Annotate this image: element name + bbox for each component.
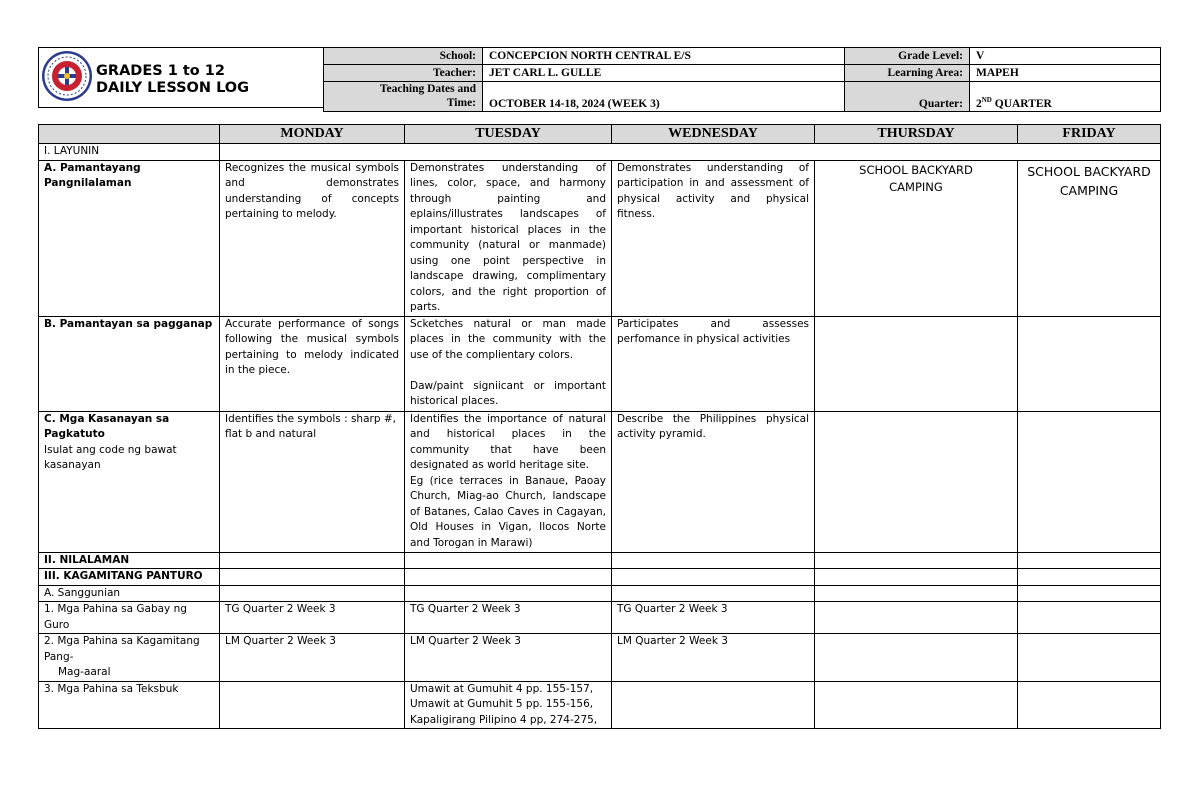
info-table <box>323 47 1161 112</box>
table-cell: TG Quarter 2 Week 3 <box>220 602 405 634</box>
table-cell: LM Quarter 2 Week 3 <box>612 634 815 682</box>
table-cell <box>1018 602 1161 634</box>
table-cell <box>1018 411 1161 552</box>
quarter-word: QUARTER <box>991 98 1052 110</box>
school-value: CONCEPCION NORTH CENTRAL E/S <box>483 48 845 65</box>
table-cell <box>405 681 612 729</box>
table-cell: Demonstrates understanding of participation in and assessment of physical activity and physical fitness. <box>612 160 815 316</box>
table-cell <box>220 552 405 569</box>
table-cell <box>405 552 612 569</box>
table-cell: TG Quarter 2 Week 3 <box>612 602 815 634</box>
table-cell <box>1018 634 1161 682</box>
page-title <box>96 63 249 97</box>
row-label-line: 2. Mga Pahina sa Kagamitang <box>44 635 200 647</box>
cell-line: Kapaligirang Pilipino 4 pp, 274-275, <box>410 713 598 726</box>
row-label-line: Guro <box>44 618 70 631</box>
table-cell <box>815 681 1018 729</box>
table-cell <box>815 585 1018 602</box>
cell-paragraph: Daw/paint signiicant or important historical places. <box>410 379 606 407</box>
table-row <box>39 411 1161 552</box>
table-cell <box>815 569 1018 586</box>
area-label: Learning Area: <box>845 65 970 82</box>
row-label <box>39 602 220 634</box>
row-label <box>39 411 220 552</box>
day-header-wednesday: WEDNESDAY <box>612 125 815 144</box>
day-header-monday: MONDAY <box>220 125 405 144</box>
table-cell: Identifies the symbols : sharp #, flat b and natural <box>220 411 405 552</box>
table-row <box>39 681 1161 729</box>
quarter-label: Quarter: <box>845 82 970 112</box>
quarter-value <box>970 82 1161 112</box>
table-cell <box>612 569 815 586</box>
row-label-note: Isulat ang code ng bawat kasanayan <box>44 443 177 471</box>
table-cell <box>405 316 612 411</box>
table-cell <box>405 569 612 586</box>
title-line-1: GRADES 1 to 12 <box>96 63 225 79</box>
title-line-2: DAILY LESSON LOG <box>96 80 250 96</box>
dates-label-line-2: Time: <box>446 97 476 109</box>
row-label: A. Sanggunian <box>39 585 220 602</box>
table-cell <box>815 316 1018 411</box>
row-label: I. LAYUNIN <box>39 144 220 161</box>
row-label-line: Pangnilalaman <box>44 177 132 189</box>
table-cell: TG Quarter 2 Week 3 <box>405 602 612 634</box>
camping-label: SCHOOL BACKYARD <box>859 162 973 177</box>
table-cell: Describe the Philippines physical activity pyramid. <box>612 411 815 552</box>
table-cell: LM Quarter 2 Week 3 <box>405 634 612 682</box>
table-cell <box>612 681 815 729</box>
table-cell <box>815 411 1018 552</box>
table-row <box>39 634 1161 682</box>
cell-paragraph: Eg (rice terraces in Banaue, Paoay Church, Miag-ao Church, landscape of Batanes, Calao Caves in Cagayan, Old Houses in Vigan, Ilocos Norte and Torogan in Marawi) <box>410 474 606 549</box>
cell-line: Umawit at Gumuhit 5 pp. 155-156, <box>410 698 594 710</box>
table-cell <box>220 144 1161 161</box>
school-label: School: <box>324 48 483 65</box>
quarter-suffix: ND <box>981 96 992 105</box>
table-cell <box>1018 569 1161 586</box>
table-row <box>39 316 1161 411</box>
table-cell <box>405 411 612 552</box>
grade-value: V <box>970 48 1161 65</box>
deped-seal-icon <box>41 50 93 102</box>
row-label: 3. Mga Pahina sa Teksbuk <box>39 681 220 729</box>
table-cell <box>1018 160 1161 316</box>
day-header-tuesday: TUESDAY <box>405 125 612 144</box>
day-header-friday: FRIDAY <box>1018 125 1161 144</box>
row-label: II. NILALAMAN <box>39 552 220 569</box>
corner-cell <box>39 125 220 144</box>
table-cell <box>1018 585 1161 602</box>
row-label-line: 1. Mga Pahina sa Gabay ng <box>44 603 187 615</box>
row-label <box>39 160 220 316</box>
table-cell: Demonstrates understanding of lines, color, space, and harmony through painting and eplains/illustrates landscapes of important historical places in the community (natural or manmade) using one point perspective in landscape drawing, complimentary colors, and the right proportion of parts. <box>405 160 612 316</box>
camping-label: CAMPING <box>889 179 943 194</box>
cell-line: Umawit at Gumuhit 4 pp. 155-157, <box>410 682 594 695</box>
dates-label <box>324 82 483 112</box>
days-header-row <box>39 125 1161 144</box>
dates-label-line-1: Teaching Dates and <box>379 83 476 95</box>
table-row <box>39 160 1161 316</box>
table-row <box>39 569 1161 586</box>
row-label: B. Pamantayan sa pagganap <box>39 316 220 411</box>
dates-value: OCTOBER 14-18, 2024 (WEEK 3) <box>483 82 845 112</box>
table-cell <box>815 602 1018 634</box>
cell-paragraph: Scketches natural or man made places in the community with the use of the complientary colors. <box>410 317 606 361</box>
table-cell <box>220 681 405 729</box>
table-cell <box>220 569 405 586</box>
table-cell: LM Quarter 2 Week 3 <box>220 634 405 682</box>
table-cell <box>815 634 1018 682</box>
lesson-log-table <box>38 124 1161 729</box>
table-cell: Recognizes the musical symbols and demonstrates understanding of concepts pertaining to melody. <box>220 160 405 316</box>
table-cell: Accurate performance of songs following the musical symbols pertaining to melody indicated in the piece. <box>220 316 405 411</box>
area-value: MAPEH <box>970 65 1161 82</box>
row-label-line: Pagkatuto <box>44 428 105 440</box>
row-label-line: Mag-aaral <box>58 666 111 678</box>
title-block <box>38 47 324 108</box>
teacher-value: JET CARL L. GULLE <box>483 65 845 82</box>
row-label: III. KAGAMITANG PANTURO <box>39 569 220 586</box>
row-label-line: Pang- <box>44 650 74 663</box>
camping-label: SCHOOL BACKYARD <box>1027 163 1151 179</box>
table-cell <box>1018 552 1161 569</box>
table-cell: Participates and assesses perfomance in physical activities <box>612 316 815 411</box>
cell-paragraph: Identifies the importance of natural and historical places in the community that have been designated as world heritage site. <box>410 412 606 471</box>
table-row <box>39 602 1161 634</box>
teacher-label: Teacher: <box>324 65 483 82</box>
table-cell <box>1018 681 1161 729</box>
day-header-thursday: THURSDAY <box>815 125 1018 144</box>
table-row <box>39 585 1161 602</box>
table-cell <box>405 585 612 602</box>
table-cell <box>220 585 405 602</box>
table-cell <box>815 160 1018 316</box>
table-row <box>39 552 1161 569</box>
grade-label: Grade Level: <box>845 48 970 65</box>
table-cell <box>612 585 815 602</box>
row-label-line: A. Pamantayang <box>44 161 141 174</box>
table-cell <box>815 552 1018 569</box>
quarter-number: 2 <box>976 98 982 110</box>
table-cell <box>612 552 815 569</box>
table-row <box>39 144 1161 161</box>
table-cell <box>1018 316 1161 411</box>
camping-label: CAMPING <box>1059 182 1119 198</box>
row-label <box>39 634 220 682</box>
row-label-line: C. Mga Kasanayan sa <box>44 412 170 425</box>
